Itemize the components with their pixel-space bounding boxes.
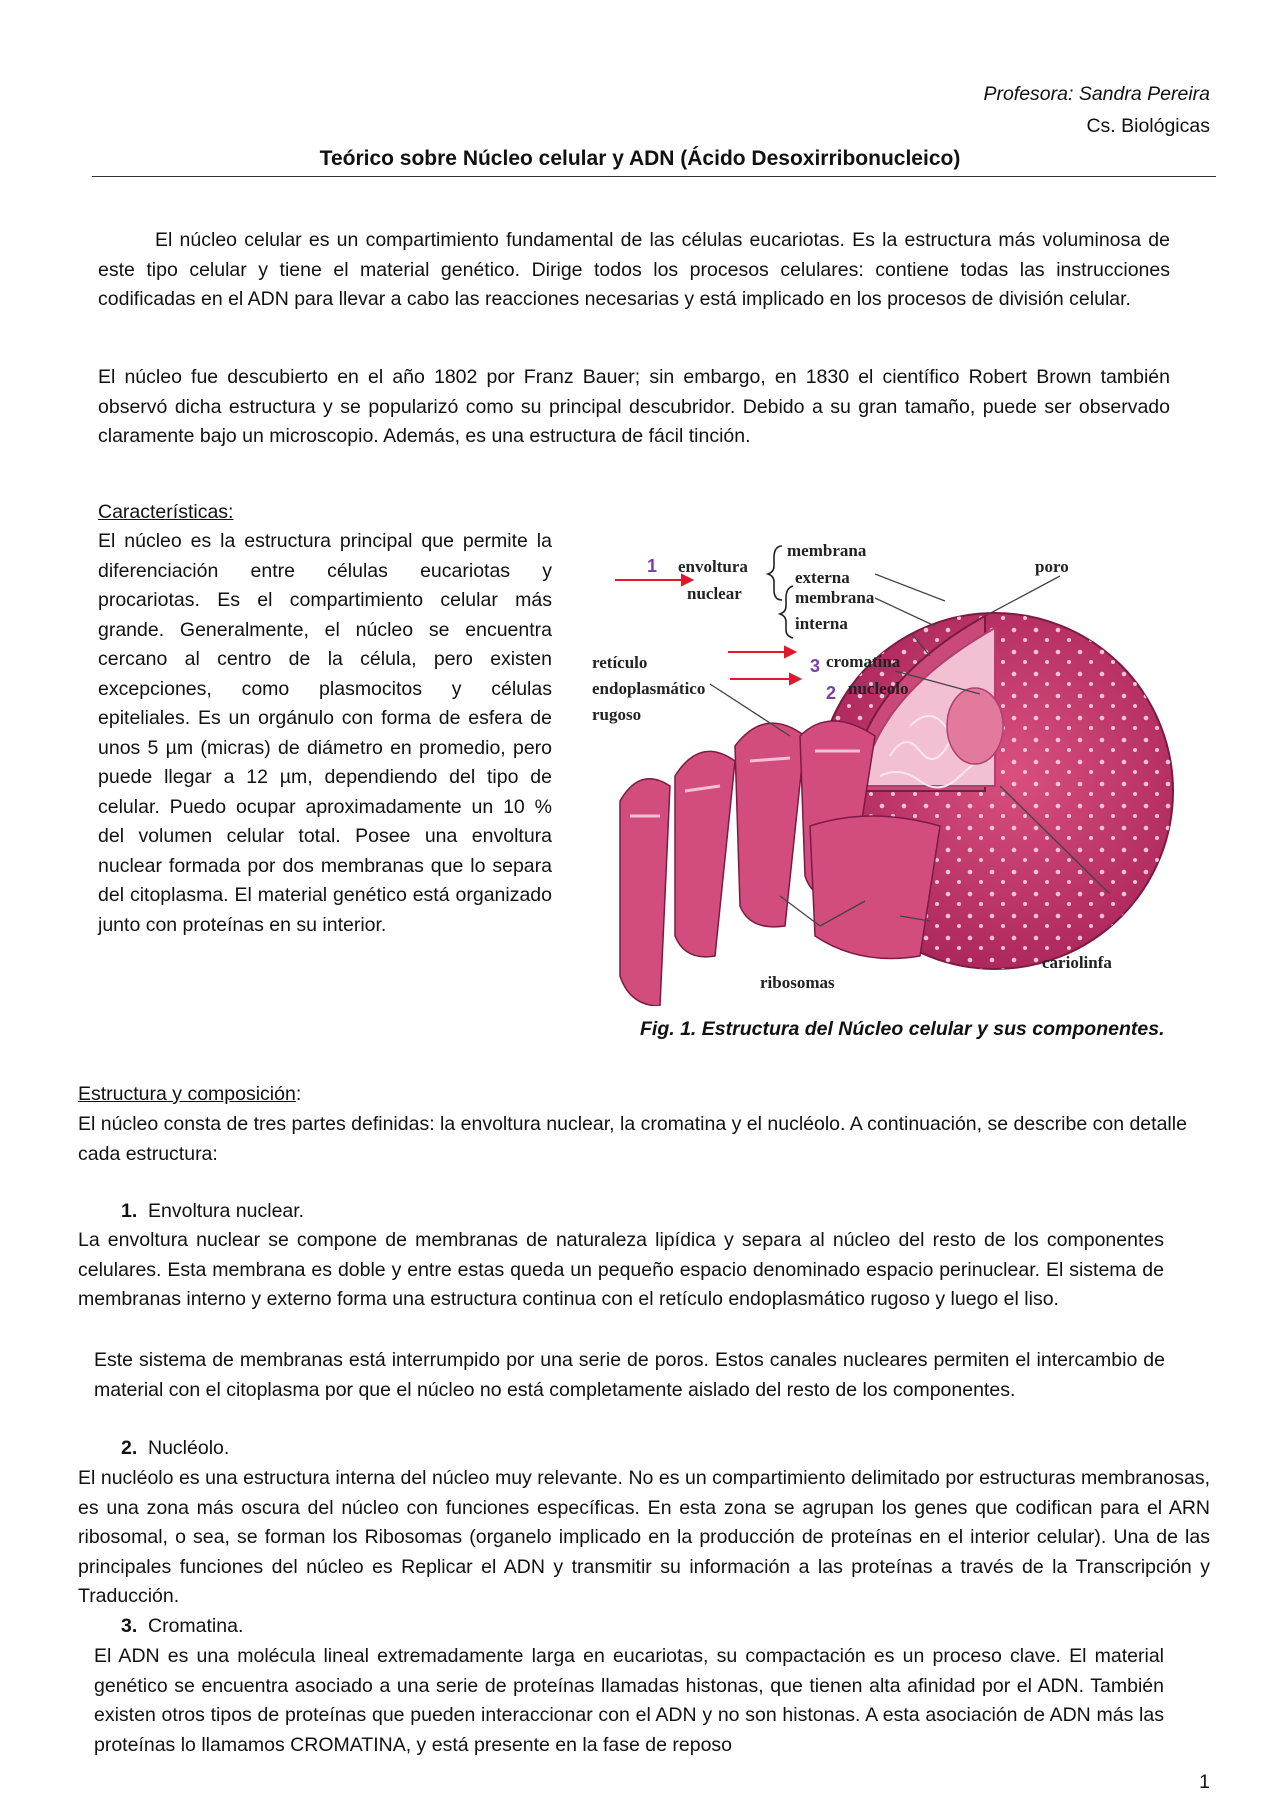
intro-paragraph-2: El núcleo fue descubierto en el año 1802 por Franz Bauer; sin embargo, en 1830 el científico Robert Brown también observó dicha estructura y se popularizó como su principal descubridor. Debido a su gran tamaño, puede ser observado claramente bajo un microscopio. Además, es una estructura de fácil tinción. <box>98 366 1170 447</box>
item-1-paragraph-2: Este sistema de membranas está interrumpido por una serie de poros. Estos canales nucleares permiten el intercambio de material con el citoplasma por que el núcleo no está completamente aislado del resto de los componentes. <box>94 1349 1165 1401</box>
page-number: 1 <box>1199 1771 1210 1793</box>
caracteristicas-text: El núcleo es la estructura principal que permite la diferenciación entre células eucariotas y procariotas. Es el compartimiento celular más grande. Generalmente, el núcleo se encuentra cercano al centro de la célula, pero existen excepciones, como plasmocitos y células epiteliales. Es un orgánulo con forma de esfera de unos 5 µm (micras) de diámetro en promedio, pero puede llegar a 12 µm, dependiendo del tipo de celular. Puedo ocupar aproximadamente un 10 % del volumen celular total. Posee una envoltura nuclear formada por dos membranas que lo separa del citoplasma. El material genético está organizado junto con proteínas en su interior. <box>98 530 552 936</box>
label-nuclear: nuclear <box>687 584 742 603</box>
item-2-title: Nucléolo. <box>148 1437 230 1459</box>
label-cromatina: cromatina <box>826 652 901 671</box>
label-ribosomas: ribosomas <box>760 973 835 992</box>
item-1-title: Envoltura nuclear. <box>148 1200 305 1222</box>
estructura-text: El núcleo consta de tres partes definidas: la envoltura nuclear, la cromatina y el nucléolo. A continuación, se describe con detalle cada estructura: <box>78 1113 1187 1165</box>
item-2-heading <box>121 1434 229 1464</box>
estructura-colon: : <box>295 1083 302 1105</box>
label-membrana-2: membrana <box>795 588 875 607</box>
item-3-title: Cromatina. <box>148 1615 244 1637</box>
nucleus-figure <box>590 536 1190 1006</box>
label-cariolinfa: cariolinfa <box>1042 953 1112 972</box>
label-reticulo: retículo <box>592 653 648 672</box>
label-num-1: 1 <box>647 556 658 576</box>
item-1-number: 1. <box>121 1200 138 1222</box>
nucleus-diagram <box>590 536 1190 1006</box>
estructura-heading-line <box>78 1080 301 1110</box>
item-2-paragraph-1: El nucléolo es una estructura interna del núcleo muy relevante. No es un compartimiento delimitado por estructuras membranosas, es una zona más oscura del núcleo con funciones específicas. En esta zona se agrupan los genes que codifican para el ARN ribosomal, o sea, se forman los Ribosomas (organelo implicado en la producción de proteínas en el interior celular). Una de las principales funciones del núcleo es Replicar el ADN y transmitir su información a las proteínas a través de la Transcripción y Traducción. <box>78 1467 1210 1607</box>
label-endoplasmatico: endoplasmático <box>592 679 706 698</box>
caracteristicas-heading: Características: <box>98 501 234 523</box>
intro-paragraph-1: El núcleo celular es un compartimiento fundamental de las células eucariotas. Es la estructura más voluminosa de este tipo celular y tiene el material genético. Dirige todos los procesos celulares: contiene todas las instrucciones codificadas en el ADN para llevar a cabo las reacciones necesarias y está implicado en los procesos de división celular. <box>98 229 1170 310</box>
item-1-heading <box>121 1197 304 1227</box>
label-num-3: 3 <box>810 656 821 676</box>
item-2-number: 2. <box>121 1437 138 1459</box>
label-interna: interna <box>795 614 848 633</box>
label-poro: poro <box>1035 557 1069 576</box>
item-3-number: 3. <box>121 1615 138 1637</box>
label-membrana-1: membrana <box>787 541 867 560</box>
item-3-paragraph-1: El ADN es una molécula lineal extremadamente larga en eucariotas, su compactación es un proceso clave. El material genético se encuentra asociado a una serie de proteínas llamadas histonas, que tienen alta afinidad por el ADN. También existen otros tipos de proteínas que pueden interaccionar con el ADN y no son histonas. A esta asociación de ADN más las proteínas lo llamamos CROMATINA, y está presente en la fase de reposo <box>94 1645 1164 1756</box>
title-rule <box>92 176 1216 177</box>
document-title: Teórico sobre Núcleo celular y ADN (Ácido Desoxirribonucleico) <box>319 147 961 170</box>
figure-caption: Fig. 1. Estructura del Núcleo celular y sus componentes. <box>640 1018 1165 1040</box>
subject-name: Cs. Biológicas <box>1086 115 1210 137</box>
label-nucleolo: nucleolo <box>848 679 909 698</box>
label-externa: externa <box>795 568 850 587</box>
teacher-name: Profesora: Sandra Pereira <box>983 83 1210 105</box>
label-rugoso: rugoso <box>592 705 642 724</box>
item-1-paragraph-1: La envoltura nuclear se compone de membranas de naturaleza lipídica y separa al núcleo del resto de los componentes celulares. Esta membrana es doble y entre estas queda un pequeño espacio denominado espacio perinuclear. El sistema de membranas interno y externo forma una estructura continua con el retículo endoplasmático rugoso y luego el liso. <box>78 1229 1164 1310</box>
label-envoltura: envoltura <box>678 557 748 576</box>
label-num-2: 2 <box>826 683 837 703</box>
estructura-heading: Estructura y composición <box>78 1083 296 1105</box>
item-3-heading <box>121 1612 243 1642</box>
